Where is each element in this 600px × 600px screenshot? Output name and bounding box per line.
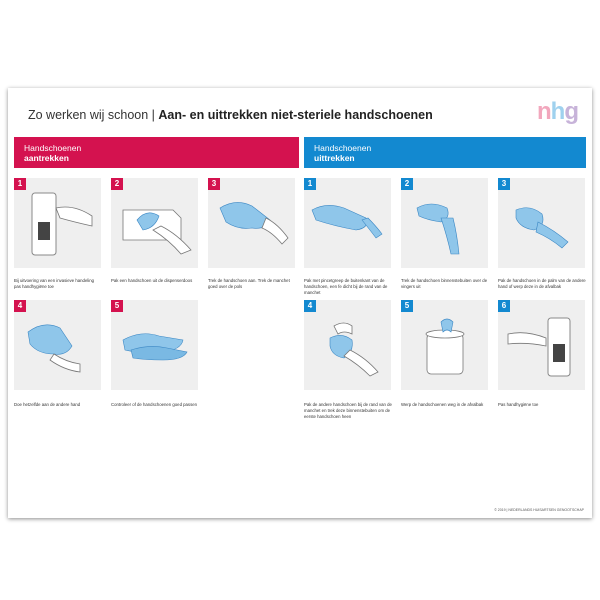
nhg-logo: nhg — [536, 98, 578, 125]
pinch-glove-icon — [304, 178, 391, 268]
gloved-hands-icon — [111, 300, 198, 390]
glove-on-icon — [14, 300, 101, 390]
step-card-uittrekken-4 — [304, 300, 391, 390]
step-number: 3 — [208, 178, 220, 190]
step-caption-uittrekken-1: Pak met pincetgreep de buitenkant van de handschoen, een fe dicht bij de rand van de manchet — [304, 278, 388, 295]
step-caption-aantrekken-2: Pak een handschoen uit de dispenserdoos — [111, 278, 193, 283]
step-caption-uittrekken-2: Trek de handschoen binnenstebuiten over de vingers uit — [401, 278, 488, 289]
section-header-aantrekken: Handschoenen aantrekken — [14, 137, 299, 168]
step-number: 2 — [401, 178, 413, 190]
step-caption-uittrekken-3: Pak de handschoen in de palm van de andere hand of werp deze in de afvalbak — [498, 278, 586, 289]
step-card-aantrekken-5 — [111, 300, 198, 390]
step-number: 4 — [304, 300, 316, 312]
page-title: Zo werken wij schoon | Aan- en uittrekken niet-steriele handschoenen — [28, 108, 433, 122]
step-card-aantrekken-3 — [208, 178, 295, 268]
step-number: 1 — [304, 178, 316, 190]
step-card-uittrekken-2 — [401, 178, 488, 268]
poster — [8, 88, 592, 518]
step-caption-aantrekken-3: Trek de handschoen aan. Trek de manchet goed over de pols — [208, 278, 290, 289]
step-number: 2 — [111, 178, 123, 190]
step-card-aantrekken-1 — [14, 178, 101, 268]
dispenser-icon — [14, 178, 101, 268]
step-card-uittrekken-3 — [498, 178, 585, 268]
step-number: 5 — [401, 300, 413, 312]
glove-box-icon — [111, 178, 198, 268]
section-header-uittrekken: Handschoenen uittrekken — [304, 137, 586, 168]
waste-bin-icon — [401, 300, 488, 390]
step-caption-aantrekken-5: Controleer of de handschoenen goed passen — [111, 402, 198, 407]
step-caption-uittrekken-5: Werp de handschoenen weg in de afvalbak — [401, 402, 484, 407]
step-number: 3 — [498, 178, 510, 190]
step-card-uittrekken-6 — [498, 300, 585, 390]
step-number: 1 — [14, 178, 26, 190]
step-caption-aantrekken-4: Doe hetzelfde aan de andere hand — [14, 402, 81, 407]
step-caption-uittrekken-6: Pas handhygiëne toe — [498, 402, 539, 407]
step-number: 6 — [498, 300, 510, 312]
glove-on-icon — [208, 178, 295, 268]
step-card-uittrekken-5 — [401, 300, 488, 390]
dispenser-icon — [498, 300, 585, 390]
peel-glove-icon — [401, 178, 488, 268]
step-card-aantrekken-2 — [111, 178, 198, 268]
step-card-uittrekken-1 — [304, 178, 391, 268]
remove-second-glove-icon — [304, 300, 391, 390]
glove-in-palm-icon — [498, 178, 585, 268]
step-number: 5 — [111, 300, 123, 312]
step-caption-aantrekken-1: Bij uitvoering van een invasieve handeling pas handhygiëne toe — [14, 278, 95, 289]
step-caption-uittrekken-4: Pak de andere handschoen bij de rand van de manchet en trek deze binnenstebuiten om de eerste handschoen heen — [304, 402, 392, 419]
step-card-aantrekken-4 — [14, 300, 101, 390]
footer-copyright: © 2019 | NEDERLANDS HUISARTSEN GENOOTSCHAP — [494, 508, 584, 512]
step-number: 4 — [14, 300, 26, 312]
